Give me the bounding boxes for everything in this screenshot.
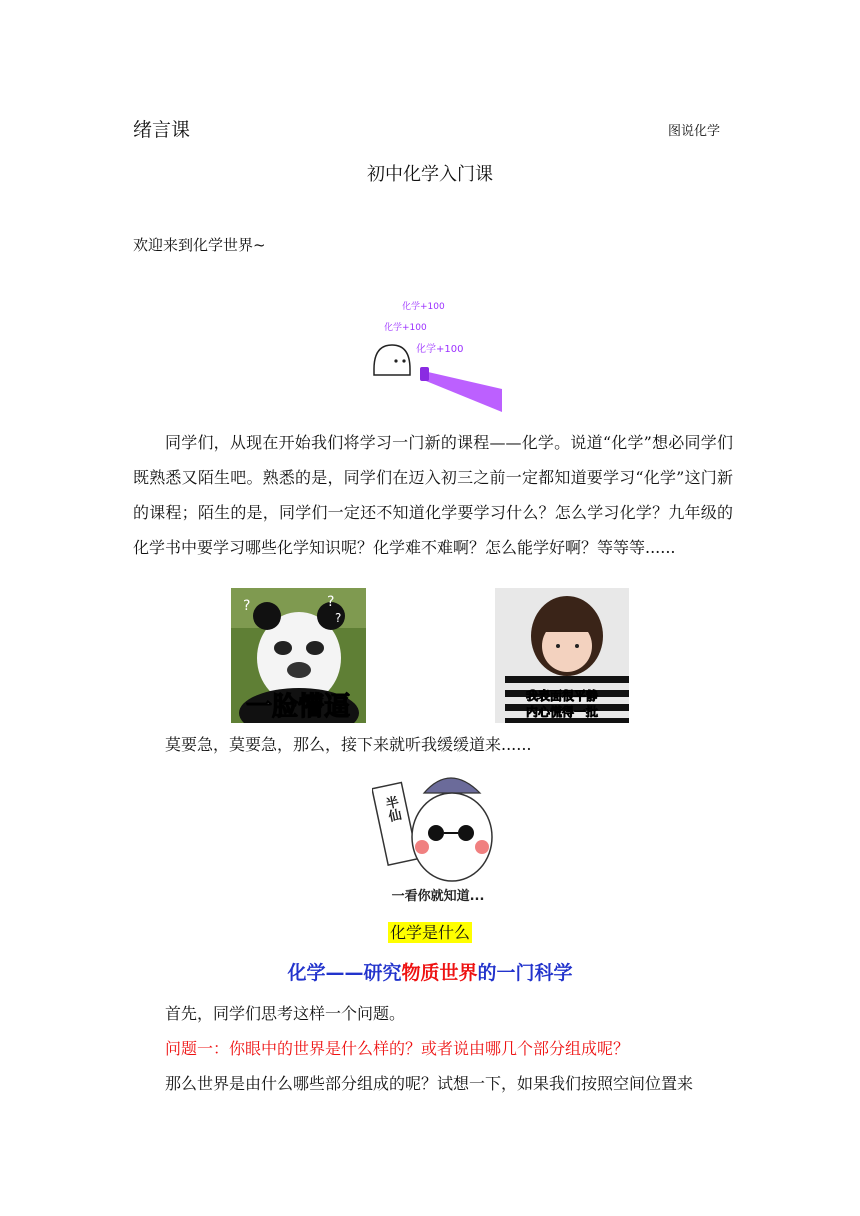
girl-caption-1: 我表面很平静 [525, 689, 599, 703]
svg-text:?: ? [335, 611, 342, 625]
line-wait: 莫要急，莫要急，那么，接下来就听我缓缓道来...... [165, 735, 532, 754]
intro-paragraph: 同学们，从现在开始我们将学习一门新的课程——化学。说道“化学”想必同学们既熟悉又陌生吧。熟悉的是，同学们在迈入初三之前一定都知道要学习“化学”这门新的课程；陌生的是，同学们一定还不知道化学要学习什么？怎么学习化学？九年级的化学书中要学习哪些化学知识呢？化学难不难啊？怎么能学好啊？等等等...... [133, 433, 733, 557]
fortune-teller-meme-image [372, 765, 504, 907]
subtitle-part2: 物质世界 [401, 962, 478, 984]
panda-meme-image [231, 588, 366, 723]
line-then: 那么世界是由什么哪些部分组成的呢？试想一下，如果我们按照空间位置来 [165, 1074, 694, 1093]
girl-meme-image [495, 588, 629, 723]
section-heading: 化学是什么 [389, 923, 470, 942]
header-series: 图说化学 [668, 124, 721, 139]
panda-caption: 一脸懵逼 [245, 692, 351, 722]
svg-text:?: ? [243, 598, 251, 614]
ghost-label-1: 化学+100 [402, 302, 445, 312]
ghost-label-3: 化学+100 [416, 344, 464, 355]
header-lesson: 绪言课 [133, 119, 191, 141]
ghost-flashlight-image [370, 297, 502, 412]
line-first: 首先，同学们思考这样一个问题。 [165, 1004, 406, 1023]
subtitle-part1: 化学——研究 [287, 962, 402, 984]
page-title: 初中化学入门课 [367, 164, 493, 185]
ghost-label-2: 化学+100 [384, 323, 427, 333]
greeting: 欢迎来到化学世界~ [133, 236, 266, 254]
banxian-caption: 一看你就知道... [391, 889, 485, 904]
subtitle-part3: 的一门科学 [477, 962, 573, 984]
section-subtitle [0, 958, 860, 985]
svg-text:?: ? [327, 594, 335, 610]
banxian-sign: 半仙 [381, 794, 402, 824]
girl-caption-2: 内心慌得一批 [525, 705, 599, 719]
section-heading-wrap [0, 920, 860, 943]
question-one: 问题一：你眼中的世界是什么样的？或者说由哪几个部分组成呢？ [165, 1039, 630, 1058]
